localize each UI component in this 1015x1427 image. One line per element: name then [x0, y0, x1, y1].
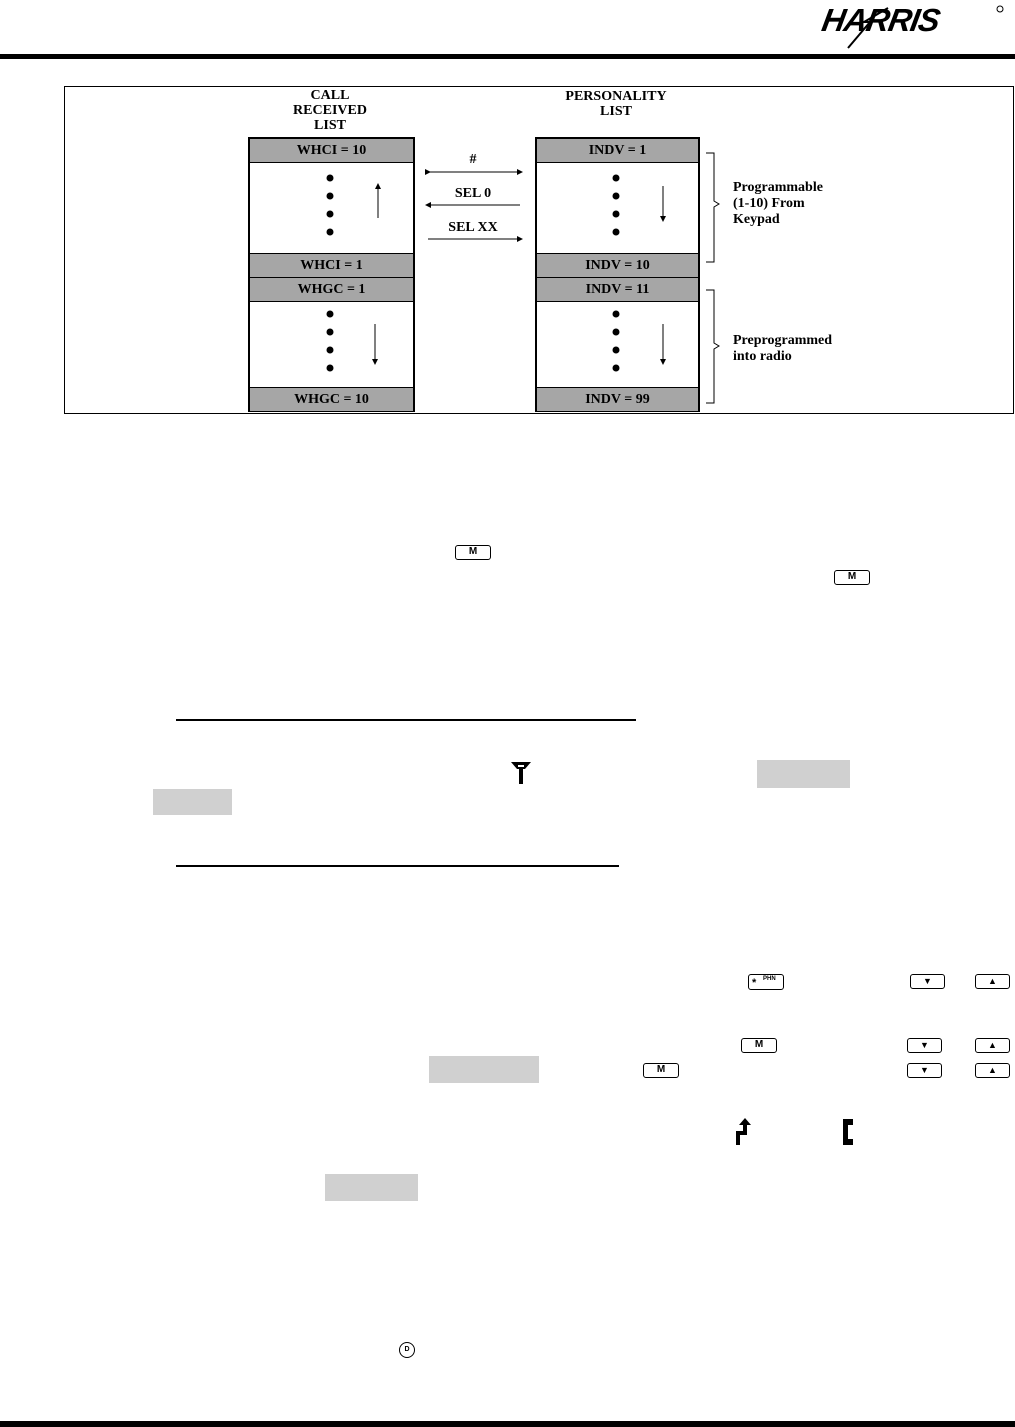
- list-cell: WHCI = 10: [250, 139, 413, 163]
- ellipsis-dots: [327, 175, 620, 372]
- list-cell: WHCI = 1: [250, 253, 413, 278]
- down-key-icon: ▼: [907, 1038, 942, 1053]
- brace-icon: [706, 153, 719, 262]
- outgoing-call-icon: [733, 1117, 753, 1147]
- menu-key-icon: M: [643, 1063, 679, 1078]
- personality-list-title: PERSONALITY LIST: [565, 89, 667, 119]
- phone-key-icon: * PHN: [748, 974, 784, 990]
- footer-rule: [0, 1421, 1015, 1427]
- section-rule: [176, 865, 619, 867]
- list-cell: INDV = 10: [537, 253, 698, 278]
- hash-label: #: [469, 152, 477, 167]
- list-cell: WHGC = 1: [250, 278, 413, 302]
- display-text-highlight: [153, 789, 232, 815]
- menu-key-icon: M: [741, 1038, 777, 1053]
- list-cell: INDV = 1: [537, 139, 698, 163]
- brace-icon: [706, 290, 719, 403]
- display-text-highlight: [429, 1056, 539, 1083]
- svg-text:HARRIS: HARRIS: [819, 2, 943, 38]
- phone-handset-icon: [842, 1117, 856, 1147]
- section-rule: [176, 719, 636, 721]
- up-key-icon: ▲: [975, 1063, 1010, 1078]
- up-key-icon: ▲: [975, 974, 1010, 989]
- d-key-icon: D: [399, 1342, 415, 1358]
- call-received-list-title: CALL RECEIVED LIST: [293, 88, 367, 133]
- selxx-label: SEL XX: [448, 220, 498, 235]
- sel0-label: SEL 0: [454, 186, 492, 201]
- antenna-icon: [510, 760, 532, 786]
- display-text-highlight: [757, 760, 850, 788]
- list-cell: INDV = 99: [537, 387, 698, 411]
- up-key-icon: ▲: [975, 1038, 1010, 1053]
- display-text-highlight: [325, 1174, 418, 1201]
- menu-key-icon: M: [834, 570, 870, 585]
- list-markers: [0, 0, 1015, 430]
- menu-key-icon: M: [455, 545, 491, 560]
- down-key-icon: ▼: [910, 974, 945, 989]
- programmable-note: Programmable (1-10) From Keypad: [733, 180, 823, 227]
- list-cell: WHGC = 10: [250, 387, 413, 411]
- down-key-icon: ▼: [907, 1063, 942, 1078]
- preprogrammed-note: Preprogrammed into radio: [733, 333, 833, 364]
- list-cell: INDV = 11: [537, 278, 698, 302]
